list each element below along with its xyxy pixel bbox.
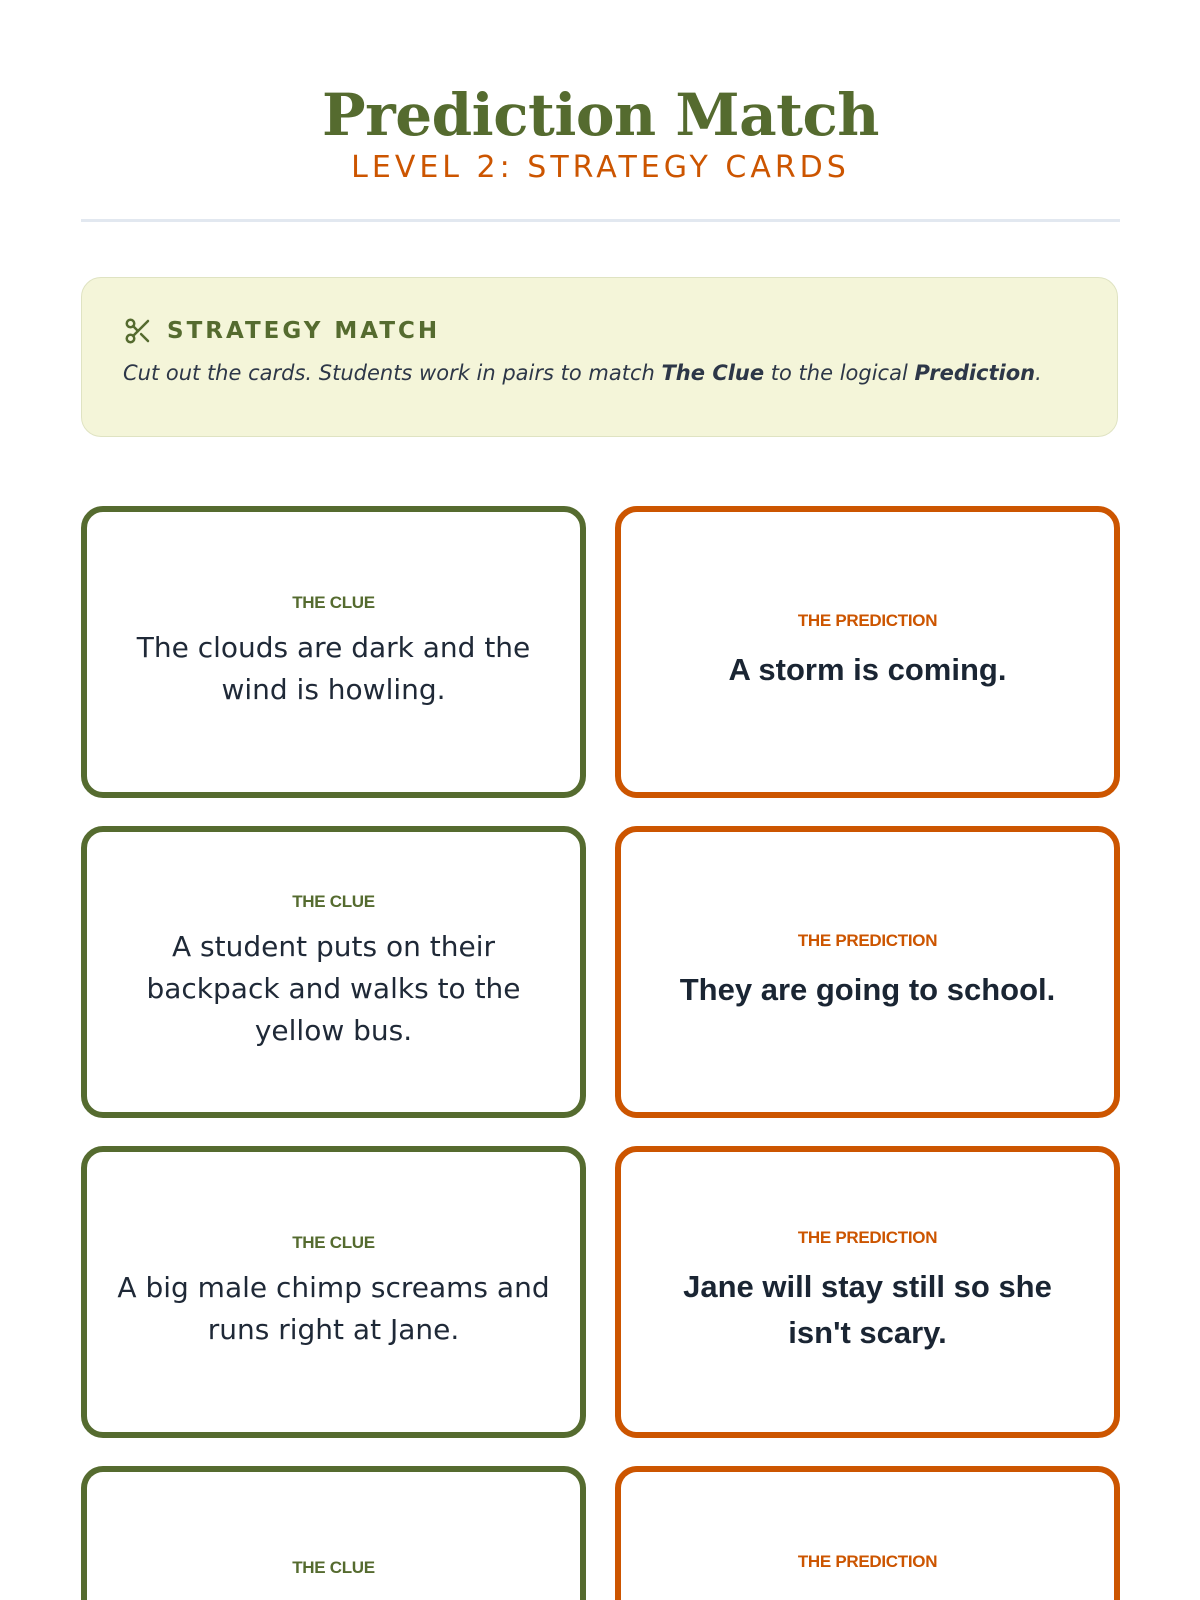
- clue-card[interactable]: [81, 1146, 586, 1438]
- clue-card[interactable]: [81, 1466, 586, 1600]
- prediction-card-label: THE PREDICTION: [797, 1228, 938, 1247]
- instructions-text-before: Cut out the cards. Students work in pairs to match: [123, 361, 662, 385]
- clue-card-label: THE CLUE: [292, 892, 375, 911]
- worksheet-page: [81, 0, 1120, 1577]
- prediction-card[interactable]: [615, 1146, 1120, 1438]
- page-title: Prediction Match: [322, 81, 879, 149]
- instructions-header: [123, 316, 1077, 346]
- clue-card-label: THE CLUE: [292, 1558, 375, 1577]
- prediction-card[interactable]: [615, 826, 1120, 1118]
- prediction-card-text: They are going to school.: [679, 972, 1056, 1007]
- prediction-card[interactable]: [615, 1466, 1120, 1600]
- instructions-text-middle: to the logical: [764, 361, 915, 385]
- scissors-icon: [123, 316, 153, 346]
- clue-card[interactable]: [81, 826, 586, 1118]
- header-divider: [81, 219, 1120, 222]
- clue-card[interactable]: [81, 506, 586, 798]
- clue-card-label: THE CLUE: [292, 593, 375, 612]
- clue-card-label: THE CLUE: [292, 1233, 375, 1252]
- prediction-card[interactable]: [615, 506, 1120, 798]
- prediction-card-text: Jane will stay still so she isn't scary.: [683, 1269, 1052, 1350]
- prediction-term: Prediction: [914, 361, 1036, 385]
- page-subtitle: LEVEL 2: STRATEGY CARDS: [351, 150, 850, 185]
- instructions-text: [123, 358, 1077, 388]
- clue-card-text: A student puts on their backpack and walks to the yellow bus.: [146, 930, 521, 1047]
- prediction-card-text: A storm is coming.: [728, 652, 1007, 687]
- prediction-card-label: THE PREDICTION: [797, 931, 938, 950]
- prediction-card-label: THE PREDICTION: [797, 1552, 938, 1571]
- prediction-card-label: THE PREDICTION: [797, 611, 938, 630]
- clue-card-text: A big male chimp screams and runs right at Jane.: [117, 1271, 550, 1346]
- instructions-box: [81, 277, 1118, 437]
- instructions-text-after: .: [1035, 361, 1042, 385]
- clue-term: The Clue: [661, 361, 765, 385]
- instructions-heading: STRATEGY MATCH: [167, 318, 441, 344]
- clue-card-text: The clouds are dark and the wind is howling.: [136, 631, 531, 706]
